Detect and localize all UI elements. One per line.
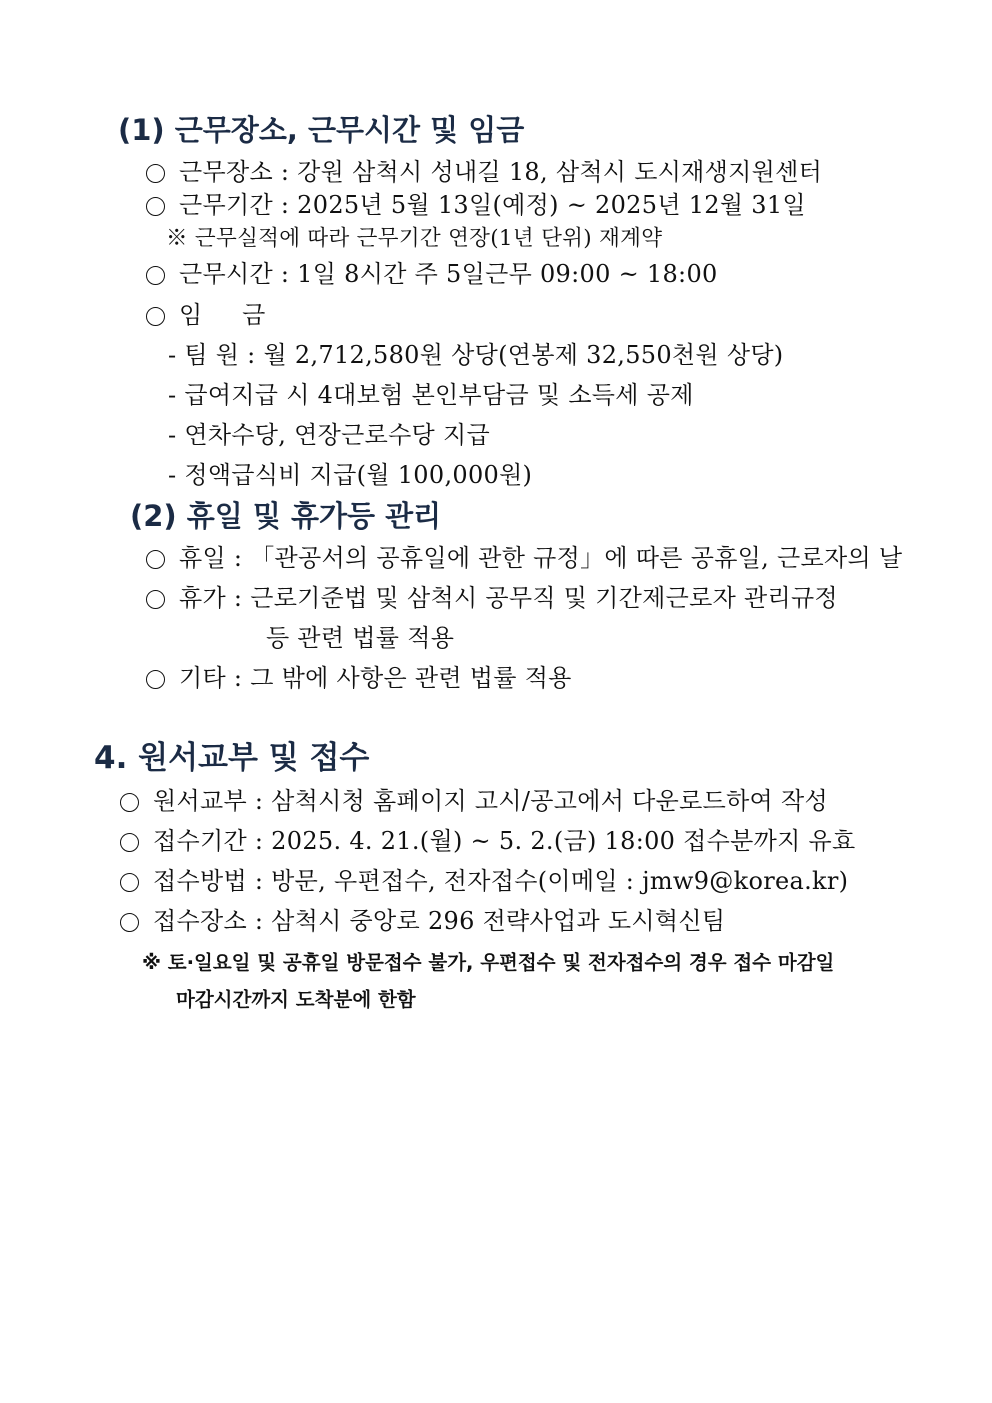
application-place-text: 접수장소 : 삼척시 중앙로 296 전략사업과 도시혁신팀	[153, 907, 726, 935]
application-item-1	[120, 784, 828, 818]
work-place-text: 근무장소 : 강원 삼척시 성내길 18, 삼척시 도시재생지원센터	[179, 158, 823, 186]
leave-text-line-1: 휴가 : 근로기준법 및 삼척시 공무직 및 기간제근로자 관리규정	[179, 584, 838, 612]
wage-detail-4: - 정액급식비 지급(월 100,000원)	[168, 461, 533, 489]
work-place-item	[146, 155, 822, 189]
circle-bullet-icon	[120, 913, 139, 932]
work-hours-item	[146, 257, 718, 291]
wage-item	[146, 298, 266, 332]
section-4-heading: 4. 원서교부 및 접수	[94, 740, 370, 776]
wage-detail-2: - 급여지급 시 4대보험 본인부담금 및 소득세 공제	[168, 381, 694, 409]
work-period-text: 근무기간 : 2025년 5월 13일(예정) ~ 2025년 12월 31일	[179, 191, 806, 219]
application-note-line-1: ※ 토·일요일 및 공휴일 방문접수 불가, 우편접수 및 전자접수의 경우 접수 마감일	[142, 951, 835, 974]
application-form-text: 원서교부 : 삼척시청 홈페이지 고시/공고에서 다운로드하여 작성	[153, 787, 828, 815]
wage-detail-1: - 팀 원 : 월 2,712,580원 상당(연봉제 32,550천원 상당)	[168, 341, 784, 369]
section-2-heading: (2) 휴일 및 휴가등 관리	[130, 499, 442, 533]
circle-bullet-icon	[146, 164, 165, 183]
application-note-line-2: 마감시간까지 도착분에 한함	[176, 988, 416, 1011]
application-method-text: 접수방법 : 방문, 우편접수, 전자접수(이메일 : jmw9@korea.kr)	[153, 867, 849, 895]
application-period-text: 접수기간 : 2025. 4. 21.(월) ~ 5. 2.(금) 18:00 접수분까지 유효	[153, 827, 856, 855]
application-item-2	[120, 824, 855, 858]
section-1-heading: (1) 근무장소, 근무시간 및 임금	[118, 113, 525, 147]
leave-item	[146, 581, 838, 615]
work-period-item	[146, 188, 806, 222]
circle-bullet-icon	[146, 590, 165, 609]
wage-detail-3: - 연차수당, 연장근로수당 지급	[168, 421, 490, 449]
circle-bullet-icon	[120, 793, 139, 812]
circle-bullet-icon	[146, 197, 165, 216]
holiday-text: 휴일 : 「관공서의 공휴일에 관한 규정」에 따른 공휴일, 근로자의 날	[179, 544, 903, 572]
application-item-3	[120, 864, 848, 898]
circle-bullet-icon	[120, 873, 139, 892]
etc-text: 기타 : 그 밖에 사항은 관련 법률 적용	[179, 664, 572, 692]
etc-item	[146, 661, 572, 695]
application-item-4	[120, 904, 725, 938]
circle-bullet-icon	[146, 266, 165, 285]
circle-bullet-icon	[146, 670, 165, 689]
circle-bullet-icon	[146, 550, 165, 569]
circle-bullet-icon	[120, 833, 139, 852]
circle-bullet-icon	[146, 307, 165, 326]
work-hours-text: 근무시간 : 1일 8시간 주 5일근무 09:00 ~ 18:00	[179, 260, 718, 288]
wage-label: 임 금	[179, 301, 266, 329]
work-period-note: ※ 근무실적에 따라 근무기간 연장(1년 단위) 재계약	[166, 226, 663, 251]
leave-text-line-2: 등 관련 법률 적용	[266, 624, 455, 652]
holiday-item	[146, 541, 902, 575]
